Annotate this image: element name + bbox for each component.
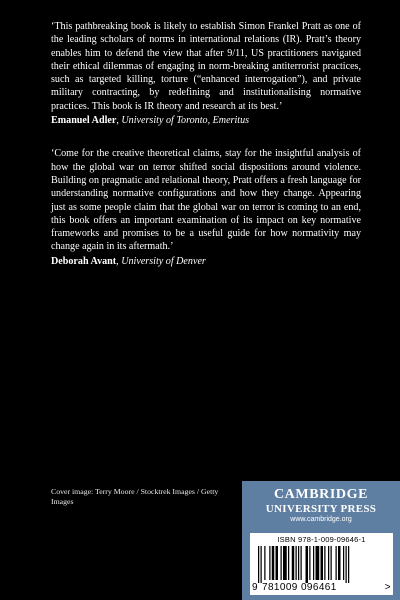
barcode-bar <box>336 546 337 580</box>
barcode-bar <box>328 546 329 580</box>
barcode-bar <box>272 546 275 580</box>
barcode-bar <box>348 546 349 583</box>
barcode-bar <box>276 546 279 580</box>
barcode-bar <box>292 546 295 580</box>
ean-end-mark: > <box>384 582 391 593</box>
barcode-bar <box>346 546 347 583</box>
barcode-bar <box>309 546 310 580</box>
barcode-bar <box>338 546 341 580</box>
barcode-bar <box>313 546 314 580</box>
isbn-label: ISBN 978-1-009-09646-1 <box>277 535 366 544</box>
ean-lead-digit: 9 <box>252 582 258 593</box>
barcode-bar <box>264 546 265 580</box>
barcode-bar <box>306 546 309 583</box>
barcode-bar <box>283 546 287 580</box>
blurb-text: ‘Come for the creative theoretical claims, stay for the insightful analysis of how the global war on terror shifted social dispositions around violence. Building on pragmatic and relational theory, Pratt offers a fresh language for understanding normative configurations and how they change. Appearing just as some people claim that the global war on terror is coming to an end, this book offers an important examination of its impact on key normative frameworks and promises to be a useful guide for how normativity may change again in its aftermath.’ <box>51 148 361 253</box>
blurb-adler <box>51 20 361 127</box>
ean-number: 781009 096461 <box>262 582 337 593</box>
barcode-bar <box>316 546 320 580</box>
blurb-attribution: Deborah Avant, University of Denver <box>51 255 206 267</box>
barcode-bar <box>281 546 282 580</box>
publisher-url: www.cambridge.org <box>290 516 352 523</box>
publisher-box <box>242 481 400 600</box>
barcode-bar <box>301 546 302 580</box>
barcode-bar <box>298 546 299 580</box>
barcode-bar <box>343 546 344 580</box>
barcode-bar <box>321 546 324 580</box>
ean-digits <box>252 582 391 594</box>
cover-image-credit: Cover image: Terry Moore / Stocktrek Images / Getty Images <box>51 487 219 507</box>
publisher-name: CAMBRIDGE <box>273 487 369 502</box>
reviewer-name: Deborah Avant <box>51 255 117 267</box>
barcode-graphic <box>258 546 386 583</box>
barcode-bars <box>258 546 386 583</box>
reviewer-affiliation: University of Toronto, Emeritus <box>121 115 250 127</box>
barcode-panel <box>250 533 393 595</box>
barcode-bar <box>261 546 262 583</box>
blurb-avant <box>51 147 361 268</box>
barcode-bar <box>288 546 289 580</box>
blurbs <box>51 20 361 268</box>
barcode-bar <box>269 546 270 580</box>
publisher-subtitle: UNIVERSITY PRESS <box>265 503 377 515</box>
blurb-attribution: Emanuel Adler, University of Toronto, Emeritus <box>51 115 250 127</box>
blurb-text: ‘This pathbreaking book is likely to establish Simon Frankel Pratt as one of the leading scholars of norms in international relations (IR). Pratt’s theory enables him to defend the view that after 9/11, US practitioners navigated their ethical dilemmas of engaging in norm-breaking antiterrorist practices, such as targeted killing, torture (“enhanced interrogation”), and private military contracting, by redefining and institutionalising normative practices. This book is IR theory and research at its best.’ <box>51 21 361 112</box>
barcode-bar <box>324 546 325 580</box>
reviewer-affiliation: University of Denver <box>121 255 206 267</box>
reviewer-name: Emanuel Adler <box>51 115 117 127</box>
barcode-bar <box>258 546 259 583</box>
barcode-bar <box>296 546 297 580</box>
barcode-bar <box>331 546 332 580</box>
